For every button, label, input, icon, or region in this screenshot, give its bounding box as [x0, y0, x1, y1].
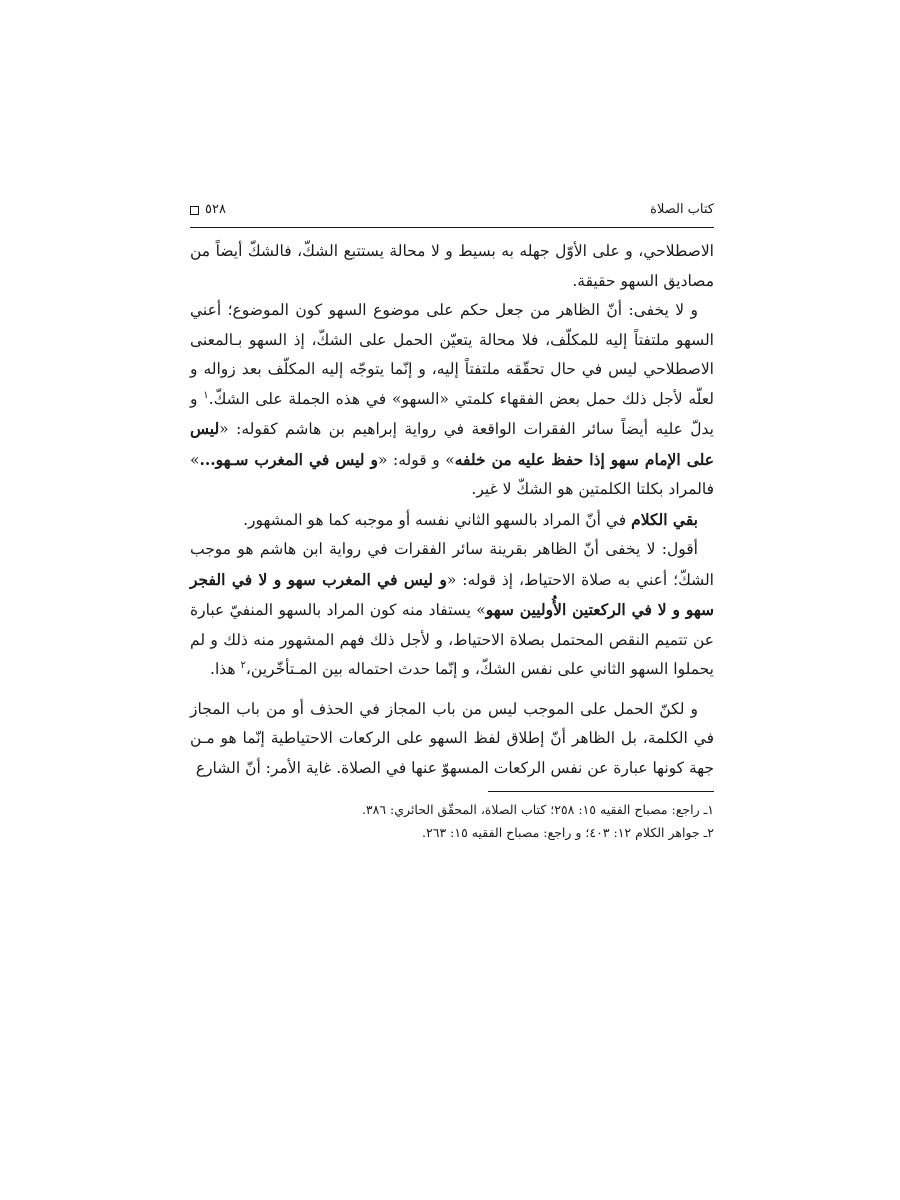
square-icon: [190, 206, 199, 215]
footnote-1: ١ـ راجع: مصباح الفقيه ١٥: ٢٥٨؛ كتاب الصلاة، المحقّق الحائري: ٣٨٦.: [361, 802, 714, 817]
paragraph-5-text: و لكنّ الحمل على الموجب ليس من باب المجاز في الحذف أو من باب المجاز في الكلمة، بل الظاهر أنّ إطلاق لفظ السهو على الركعات الاحتياطية إنّما هو مـن جهة كونها عبارة عن نفس الركعات المسهوّ عنها في الصلاة. غاية الأمر: أنّ الشارع: [190, 699, 714, 777]
footnote-ref-1: ١: [203, 389, 209, 401]
main-text: [190, 237, 714, 783]
running-header: [190, 195, 714, 225]
paragraph-4-text-2: » يستفاد منه كون المراد بالسهو المنفيّ عبارة عن تتميم النقص المحتمل بصلاة الاحتياط، و لأجل ذلك فهم المشهور منه ذلك و لم يحملوا السهو الثاني على نفس الشكّ، و إنّما حدث احتماله بين المـتأخّرين،: [190, 601, 714, 678]
paragraph-3-text: في أنّ المراد بالسهو الثاني نفسه أو موجبه كما هو المشهور.: [243, 510, 632, 529]
page-number-group: [190, 195, 226, 225]
paragraph-2: [190, 296, 714, 505]
header-rule: [190, 227, 714, 228]
quote-bold-2: و ليس في المغرب سـهو...: [199, 449, 378, 469]
footnotes: [190, 798, 714, 844]
paragraph-1: [190, 237, 714, 296]
footnote-ref-2: ٢: [240, 659, 246, 671]
paragraph-2-text-1: و لا يخفى: أنّ الظاهر من جعل حكم على موضوع السهو كون الموضوع؛ أعني السهو ملتفتاً إليه للمكلّف، فلا محالة يتعيّن الحمل على الشكّ، إذ السهو بـالمعنى الاصطلاحي ليس في حال تحقّقه ملتفتاً إليه، و إنّما يتوجّه إليه المكلّف بعد زواله و لعلّه لأجل ذلك حمل بعض الفقهاء كلمتي «السهو» في هذه الجملة على الشكّ.: [190, 301, 714, 408]
paragraph-4: [190, 535, 714, 685]
paragraph-4-text-1: أقول: لا يخفى أنّ الظاهر بقرينة سائر الفقرات في رواية ابن هاشم هو موجب الشكّ؛ أعني به صلاة الاحتياط، إذ قوله: «: [190, 540, 714, 589]
paragraph-4-text-3: هذا.: [210, 660, 241, 678]
footnote-rule: [488, 791, 714, 792]
quote-bold-1: ليس على الإمام سهو إذا حفظ عليه من خلفه: [190, 419, 714, 469]
paragraph-2-text-2: و يدلّ عليه أيضاً سائر الفقرات الواقعة في رواية إبراهيم بن هاشم كقوله: «: [190, 389, 714, 438]
paragraph-5: [190, 695, 714, 784]
book-page: [190, 195, 714, 1015]
quote-bold-3: و ليس في المغرب سهو و لا في الفجر سهو و لا في الركعتين الأُوليين سهو: [190, 569, 714, 619]
paragraph-2-text-3: » و قوله: «: [377, 450, 455, 469]
paragraph-2-text-4: » فالمراد بكلتا الكلمتين هو الشكّ لا غير.: [190, 450, 714, 498]
book-title: كتاب الصلاة: [650, 202, 714, 217]
paragraph-3: [190, 505, 714, 536]
footnote-2: ٢ـ جواهر الكلام ١٢: ٤٠٣؛ و راجع: مصباح الفقيه ١٥: ٢٦٣.: [422, 825, 714, 840]
section-lead-bold: بقي الكلام: [631, 509, 698, 529]
paragraph-1-text: الاصطلاحي، و على الأوّل جهله به بسيط و لا محالة يستتبع الشكّ، فالشكّ أيضاً من مصاديق السهو حقيقة.: [190, 242, 714, 290]
page-number: ٥٢٨: [205, 202, 226, 217]
